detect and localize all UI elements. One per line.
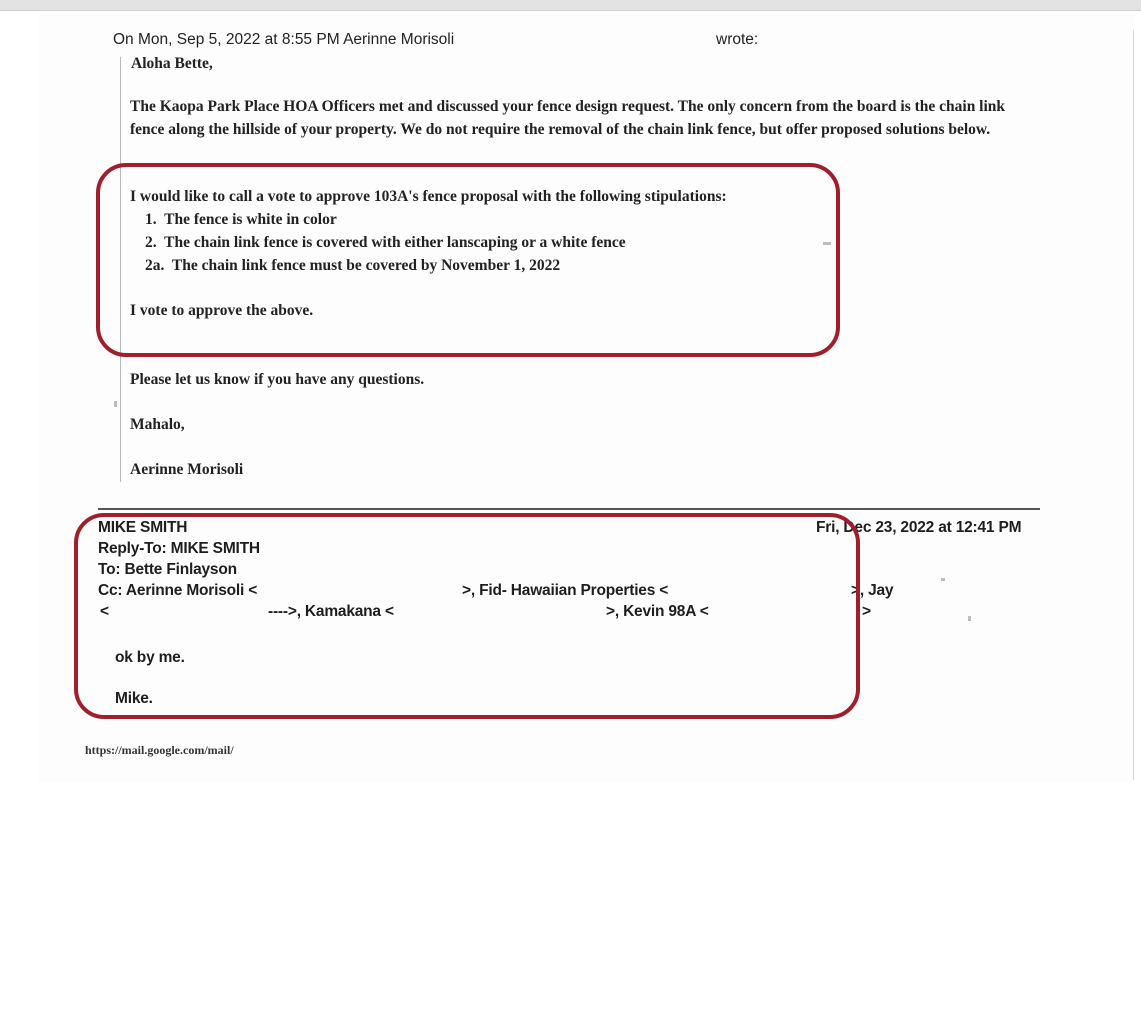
cc-line-1-b: >, Fid- Hawaiian Properties <	[462, 582, 669, 599]
intro-paragraph: The Kaopa Park Place HOA Officers met and discussed your fence design request. The only concern from the board is the chain link fence along the hillside of your property. We do not require the removal of the chain link fence, but offer proposed solutions below.	[130, 98, 1006, 138]
page-edge	[1133, 30, 1134, 780]
scan-speck	[968, 616, 971, 621]
reply-to: Reply-To: MIKE SMITH	[98, 540, 260, 557]
stipulation-number: 1.	[145, 211, 157, 228]
to-line: To: Bette Finlayson	[98, 561, 237, 578]
stipulation-text: The chain link fence must be covered by November 1, 2022	[171, 257, 561, 274]
closing: Mahalo,	[130, 416, 185, 433]
scan-speck	[114, 401, 117, 407]
email2-body: ok by me.	[115, 649, 185, 666]
stipulation-number: 2a.	[145, 257, 165, 274]
scan-speck	[823, 242, 831, 245]
greeting: Aloha Bette,	[131, 55, 213, 72]
signature: Aerinne Morisoli	[130, 461, 244, 478]
highlight-box-vote	[96, 163, 840, 357]
highlight-box-reply	[74, 513, 860, 719]
email2-sign: Mike.	[115, 690, 153, 707]
email1-header: On Mon, Sep 5, 2022 at 8:55 PM Aerinne Morisoli	[113, 31, 455, 48]
email1-header-wrote: wrote:	[716, 31, 759, 48]
footer-url: https://mail.google.com/mail/	[85, 743, 234, 757]
email2-date: Fri, Dec 23, 2022 at 12:41 PM	[816, 519, 1022, 536]
cc-line-2-d: >	[862, 603, 871, 620]
top-bar	[0, 0, 1141, 11]
stipulation-text: The fence is white in color	[164, 211, 337, 228]
cc-line-1-c: >, Jay	[851, 582, 894, 599]
cc-line-2-b: ---->, Kamakana <	[268, 603, 394, 620]
scan-speck	[941, 578, 945, 581]
cc-line-2-c: >, Kevin 98A <	[606, 603, 709, 620]
cc-line-2-a: <	[100, 603, 109, 620]
sender-name: MIKE SMITH	[98, 519, 188, 536]
questions-line: Please let us know if you have any questions.	[130, 371, 425, 388]
stipulation-text: The chain link fence is covered with either lanscaping or a white fence	[164, 234, 626, 251]
cc-line-1-a: Cc: Aerinne Morisoli <	[98, 582, 258, 599]
approve-statement: I vote to approve the above.	[130, 302, 314, 319]
vote-call: I would like to call a vote to approve 103A's fence proposal with the following stipulations:	[130, 188, 727, 205]
stipulation-number: 2.	[145, 234, 157, 251]
email-divider	[98, 508, 1040, 510]
